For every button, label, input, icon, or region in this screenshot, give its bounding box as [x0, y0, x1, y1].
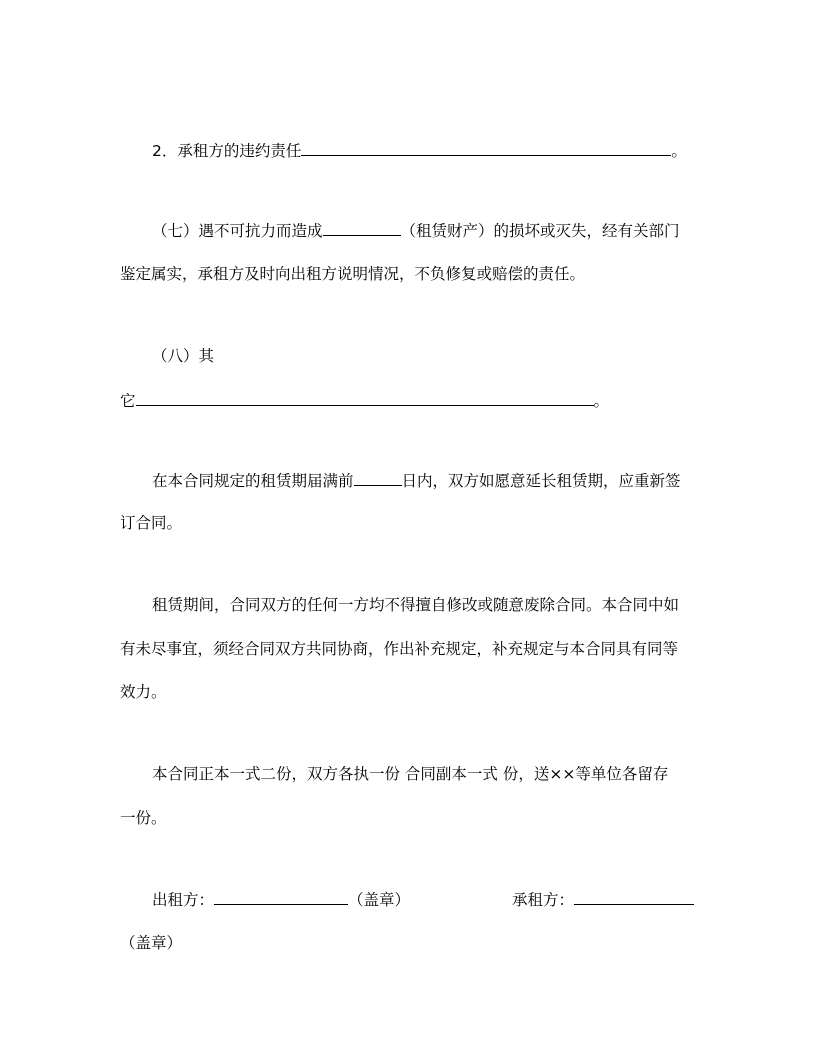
clause-copies-line1: 本合同正本一式二份，双方各执一份 合同副本一式 份，送××等单位各留存	[152, 765, 669, 783]
clause-text: 2．承租方的违约责任	[152, 142, 302, 160]
fill-blank[interactable]	[301, 140, 671, 156]
lessor-signature-blank[interactable]	[214, 889, 348, 905]
clause-text: 日内，双方如愿意延长租赁期，应重新签	[401, 472, 681, 490]
clause-text: 它	[120, 392, 136, 410]
signature-lessee	[512, 889, 694, 910]
clause-breach-lessee	[152, 140, 687, 161]
lessor-label: 出租方：	[152, 891, 215, 909]
clause-force-majeure-line1	[152, 220, 680, 241]
clause-modification-line3: 效力。	[120, 683, 167, 701]
clause-force-majeure-line2: 鉴定属实，承租方及时向出租方说明情况，不负修复或赔偿的责任。	[120, 265, 586, 283]
fill-blank[interactable]	[136, 390, 594, 406]
clause-text: （七）遇不可抗力而造成	[152, 222, 323, 240]
fill-blank[interactable]	[354, 470, 402, 486]
clause-other-line1: （八）其	[152, 347, 215, 365]
clause-text: 。	[671, 142, 687, 160]
clause-other-line2	[120, 390, 609, 411]
lessee-seal: （盖章）	[120, 934, 183, 952]
fill-blank[interactable]	[323, 220, 401, 236]
clause-modification-line2: 有未尽事宜，须经合同双方共同协商，作出补充规定，补充规定与本合同具有同等	[120, 640, 679, 658]
clause-copies-line2: 一份。	[120, 809, 167, 827]
clause-text: 。	[593, 392, 610, 410]
signature-lessor	[152, 889, 410, 910]
lessor-seal: （盖章）	[348, 891, 411, 909]
lessee-label: 承租方：	[512, 891, 575, 909]
lessee-signature-blank[interactable]	[574, 889, 694, 905]
clause-extension-line1	[152, 470, 681, 491]
clause-text: （租赁财产）的损坏或灭失，经有关部门	[400, 222, 680, 240]
clause-modification-line1: 租赁期间，合同双方的任何一方均不得擅自修改或随意废除合同。本合同中如	[152, 596, 680, 614]
clause-text: 在本合同规定的租赁期届满前	[152, 472, 354, 490]
clause-extension-line2: 订合同。	[120, 514, 183, 532]
